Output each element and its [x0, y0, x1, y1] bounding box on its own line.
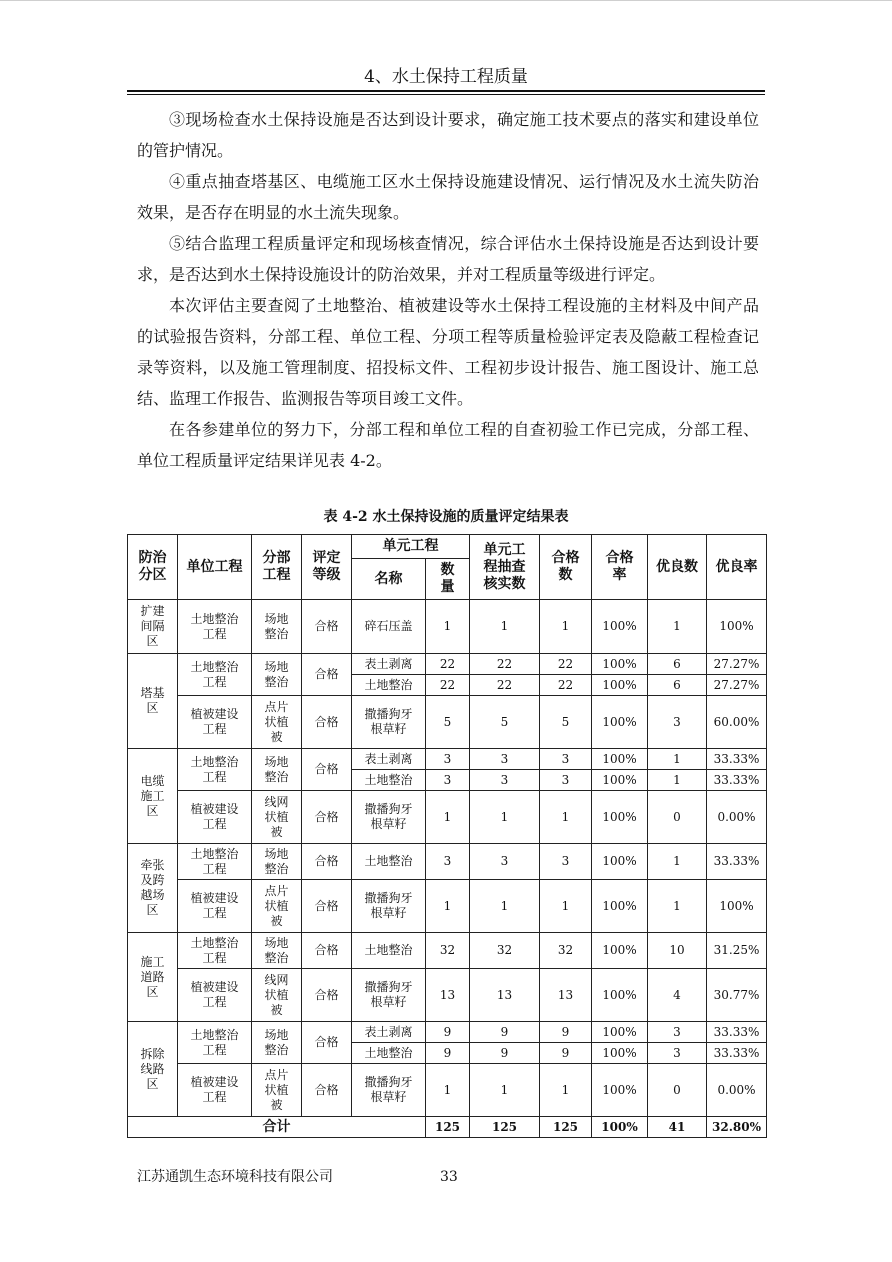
excellent-count-cell: 6 [648, 654, 707, 675]
zone-cell: 电缆施工区 [128, 749, 178, 844]
total-qty: 125 [426, 1117, 470, 1138]
total-pass: 125 [540, 1117, 592, 1138]
sub-project-cell: 点片状植被 [252, 1064, 302, 1117]
unit-project-cell: 植被建设工程 [178, 1064, 252, 1117]
header-sub-project: 分部工程 [252, 535, 302, 600]
element-qty-cell: 9 [426, 1022, 470, 1043]
grade-cell: 合格 [302, 600, 352, 654]
header-unit-project: 单位工程 [178, 535, 252, 600]
excellent-count-cell: 10 [648, 933, 707, 969]
table-row [128, 844, 767, 880]
grade-cell: 合格 [302, 844, 352, 880]
excellent-rate-cell: 33.33% [707, 770, 767, 791]
grade-cell: 合格 [302, 880, 352, 933]
excellent-rate-cell: 33.33% [707, 1022, 767, 1043]
pass-count-cell: 1 [540, 791, 592, 844]
pass-count-cell: 3 [540, 844, 592, 880]
pass-count-cell: 5 [540, 696, 592, 749]
element-qty-cell: 1 [426, 880, 470, 933]
unit-project-cell: 植被建设工程 [178, 696, 252, 749]
pass-count-cell: 9 [540, 1043, 592, 1064]
pass-count-cell: 22 [540, 654, 592, 675]
element-qty-cell: 22 [426, 654, 470, 675]
excellent-rate-cell: 60.00% [707, 696, 767, 749]
element-name-cell: 土地整治 [352, 770, 426, 791]
pass-rate-cell: 100% [592, 749, 648, 770]
sub-project-cell: 场地整治 [252, 844, 302, 880]
pass-count-cell: 3 [540, 749, 592, 770]
table-row [128, 969, 767, 1022]
pass-rate-cell: 100% [592, 1043, 648, 1064]
element-qty-cell: 9 [426, 1043, 470, 1064]
pass-rate-cell: 100% [592, 675, 648, 696]
pass-count-cell: 1 [540, 1064, 592, 1117]
excellent-rate-cell: 31.25% [707, 933, 767, 969]
sub-project-cell: 线网状植被 [252, 791, 302, 844]
unit-project-cell: 土地整治工程 [178, 654, 252, 696]
excellent-count-cell: 3 [648, 1043, 707, 1064]
unit-project-cell: 土地整治工程 [178, 600, 252, 654]
unit-project-cell: 植被建设工程 [178, 791, 252, 844]
pass-count-cell: 22 [540, 675, 592, 696]
grade-cell: 合格 [302, 1064, 352, 1117]
sub-project-cell: 场地整治 [252, 749, 302, 791]
table-caption: 表 4-2 水土保持设施的质量评定结果表 [323, 509, 569, 525]
unit-project-cell: 植被建设工程 [178, 880, 252, 933]
element-qty-cell: 22 [426, 675, 470, 696]
header-checked: 单元工程抽查核实数 [470, 535, 540, 600]
unit-project-cell: 土地整治工程 [178, 844, 252, 880]
sub-project-cell: 线网状植被 [252, 969, 302, 1022]
excellent-rate-cell: 100% [707, 600, 767, 654]
pass-rate-cell: 100% [592, 1022, 648, 1043]
unit-project-cell: 土地整治工程 [178, 933, 252, 969]
excellent-count-cell: 0 [648, 1064, 707, 1117]
header-excellent-rate: 优良率 [707, 535, 767, 600]
checked-count-cell: 3 [470, 844, 540, 880]
pass-count-cell: 32 [540, 933, 592, 969]
checked-count-cell: 1 [470, 600, 540, 654]
element-name-cell: 撒播狗牙根草籽 [352, 696, 426, 749]
checked-count-cell: 13 [470, 969, 540, 1022]
pass-count-cell: 13 [540, 969, 592, 1022]
checked-count-cell: 9 [470, 1043, 540, 1064]
paragraph: 本次评估主要查阅了土地整治、植被建设等水土保持工程设施的主材料及中间产品的试验报告资料，分部工程、单位工程、分项工程等质量检验评定表及隐蔽工程检查记录等资料，以及施工管理制度、招投标文件、工程初步设计报告、施工图设计、施工总结、监理工作报告、监测报告等项目竣工文件。 [137, 296, 759, 408]
pass-rate-cell: 100% [592, 600, 648, 654]
unit-project-cell: 土地整治工程 [178, 1022, 252, 1064]
element-name-cell: 表土剥离 [352, 1022, 426, 1043]
total-checked: 125 [470, 1117, 540, 1138]
excellent-count-cell: 1 [648, 844, 707, 880]
excellent-rate-cell: 33.33% [707, 1043, 767, 1064]
grade-cell: 合格 [302, 654, 352, 696]
table-row [128, 654, 767, 675]
pass-count-cell: 1 [540, 880, 592, 933]
pass-count-cell: 9 [540, 1022, 592, 1043]
element-name-cell: 土地整治 [352, 675, 426, 696]
sub-project-cell: 场地整治 [252, 933, 302, 969]
table-row [128, 1022, 767, 1043]
pass-count-cell: 3 [540, 770, 592, 791]
total-pass-rate: 100% [592, 1117, 648, 1138]
footer-company: 江苏通凯生态环境科技有限公司 [137, 1169, 333, 1185]
checked-count-cell: 1 [470, 1064, 540, 1117]
pass-rate-cell: 100% [592, 844, 648, 880]
table-row [128, 791, 767, 844]
sub-project-cell: 场地整治 [252, 1022, 302, 1064]
element-name-cell: 表土剥离 [352, 654, 426, 675]
excellent-count-cell: 1 [648, 600, 707, 654]
excellent-rate-cell: 0.00% [707, 791, 767, 844]
header-zone: 防治分区 [128, 535, 178, 600]
element-qty-cell: 1 [426, 1064, 470, 1117]
body-text [137, 104, 759, 476]
unit-project-cell: 植被建设工程 [178, 969, 252, 1022]
table-row [128, 600, 767, 654]
grade-cell: 合格 [302, 749, 352, 791]
element-qty-cell: 13 [426, 969, 470, 1022]
element-qty-cell: 3 [426, 749, 470, 770]
zone-cell: 施工道路区 [128, 933, 178, 1022]
pass-rate-cell: 100% [592, 654, 648, 675]
grade-cell: 合格 [302, 791, 352, 844]
element-qty-cell: 1 [426, 791, 470, 844]
element-name-cell: 土地整治 [352, 844, 426, 880]
excellent-count-cell: 3 [648, 1022, 707, 1043]
header-element-name: 名称 [352, 559, 426, 600]
header-element-qty: 数量 [426, 559, 470, 600]
excellent-count-cell: 1 [648, 880, 707, 933]
table-row [128, 933, 767, 969]
pass-rate-cell: 100% [592, 933, 648, 969]
total-label: 合计 [128, 1117, 426, 1138]
excellent-rate-cell: 0.00% [707, 1064, 767, 1117]
header-element-group: 单元工程 [352, 535, 470, 559]
pass-rate-cell: 100% [592, 969, 648, 1022]
pass-count-cell: 1 [540, 600, 592, 654]
checked-count-cell: 3 [470, 770, 540, 791]
checked-count-cell: 32 [470, 933, 540, 969]
unit-project-cell: 土地整治工程 [178, 749, 252, 791]
paragraph: ⑤结合监理工程质量评定和现场核查情况，综合评估水土保持设施是否达到设计要求，是否达到水土保持设施设计的防治效果，并对工程质量等级进行评定。 [137, 234, 759, 284]
page-number: 33 [440, 1169, 458, 1185]
excellent-rate-cell: 33.33% [707, 844, 767, 880]
element-name-cell: 土地整治 [352, 933, 426, 969]
element-name-cell: 碎石压盖 [352, 600, 426, 654]
pass-rate-cell: 100% [592, 880, 648, 933]
element-qty-cell: 32 [426, 933, 470, 969]
excellent-rate-cell: 33.33% [707, 749, 767, 770]
zone-cell: 拆除线路区 [128, 1022, 178, 1117]
pass-rate-cell: 100% [592, 770, 648, 791]
element-name-cell: 撒播狗牙根草籽 [352, 969, 426, 1022]
pass-rate-cell: 100% [592, 1064, 648, 1117]
zone-cell: 牵张及跨越场区 [128, 844, 178, 933]
excellent-rate-cell: 27.27% [707, 654, 767, 675]
pass-rate-cell: 100% [592, 791, 648, 844]
sub-project-cell: 场地整治 [252, 600, 302, 654]
table-row [128, 749, 767, 770]
checked-count-cell: 22 [470, 675, 540, 696]
paragraph: ③现场检查水土保持设施是否达到设计要求，确定施工技术要点的落实和建设单位的管护情况。 [137, 110, 759, 160]
grade-cell: 合格 [302, 933, 352, 969]
excellent-count-cell: 0 [648, 791, 707, 844]
paragraph: ④重点抽查塔基区、电缆施工区水土保持设施建设情况、运行情况及水土流失防治效果，是否存在明显的水土流失现象。 [137, 172, 759, 222]
element-qty-cell: 3 [426, 770, 470, 791]
sub-project-cell: 场地整治 [252, 654, 302, 696]
table-row [128, 880, 767, 933]
excellent-rate-cell: 100% [707, 880, 767, 933]
quality-assessment-table [127, 534, 767, 1138]
checked-count-cell: 22 [470, 654, 540, 675]
element-name-cell: 撒播狗牙根草籽 [352, 880, 426, 933]
grade-cell: 合格 [302, 1022, 352, 1064]
excellent-rate-cell: 30.77% [707, 969, 767, 1022]
checked-count-cell: 5 [470, 696, 540, 749]
element-name-cell: 土地整治 [352, 1043, 426, 1064]
sub-project-cell: 点片状植被 [252, 880, 302, 933]
total-excellent: 41 [648, 1117, 707, 1138]
excellent-count-cell: 4 [648, 969, 707, 1022]
total-excellent-rate: 32.80% [707, 1117, 767, 1138]
page-top-border [0, 0, 892, 1]
checked-count-cell: 9 [470, 1022, 540, 1043]
element-name-cell: 表土剥离 [352, 749, 426, 770]
element-qty-cell: 3 [426, 844, 470, 880]
table-row [128, 1064, 767, 1117]
paragraph: 在各参建单位的努力下，分部工程和单位工程的自查初验工作已完成，分部工程、单位工程质量评定结果详见表 4-2。 [137, 420, 759, 470]
excellent-count-cell: 3 [648, 696, 707, 749]
table-row [128, 696, 767, 749]
grade-cell: 合格 [302, 696, 352, 749]
header-rule-thick [127, 90, 765, 92]
excellent-count-cell: 6 [648, 675, 707, 696]
page-header-title: 4、水土保持工程质量 [364, 67, 528, 87]
checked-count-cell: 1 [470, 880, 540, 933]
element-name-cell: 撒播狗牙根草籽 [352, 791, 426, 844]
excellent-count-cell: 1 [648, 749, 707, 770]
header-pass-count: 合格数 [540, 535, 592, 600]
element-name-cell: 撒播狗牙根草籽 [352, 1064, 426, 1117]
zone-cell: 塔基区 [128, 654, 178, 749]
header-excellent-count: 优良数 [648, 535, 707, 600]
checked-count-cell: 1 [470, 791, 540, 844]
header-rule-thin [127, 94, 765, 95]
grade-cell: 合格 [302, 969, 352, 1022]
element-qty-cell: 1 [426, 600, 470, 654]
excellent-rate-cell: 27.27% [707, 675, 767, 696]
header-grade: 评定等级 [302, 535, 352, 600]
pass-rate-cell: 100% [592, 696, 648, 749]
element-qty-cell: 5 [426, 696, 470, 749]
zone-cell: 扩建间隔区 [128, 600, 178, 654]
header-pass-rate: 合格率 [592, 535, 648, 600]
checked-count-cell: 3 [470, 749, 540, 770]
excellent-count-cell: 1 [648, 770, 707, 791]
sub-project-cell: 点片状植被 [252, 696, 302, 749]
